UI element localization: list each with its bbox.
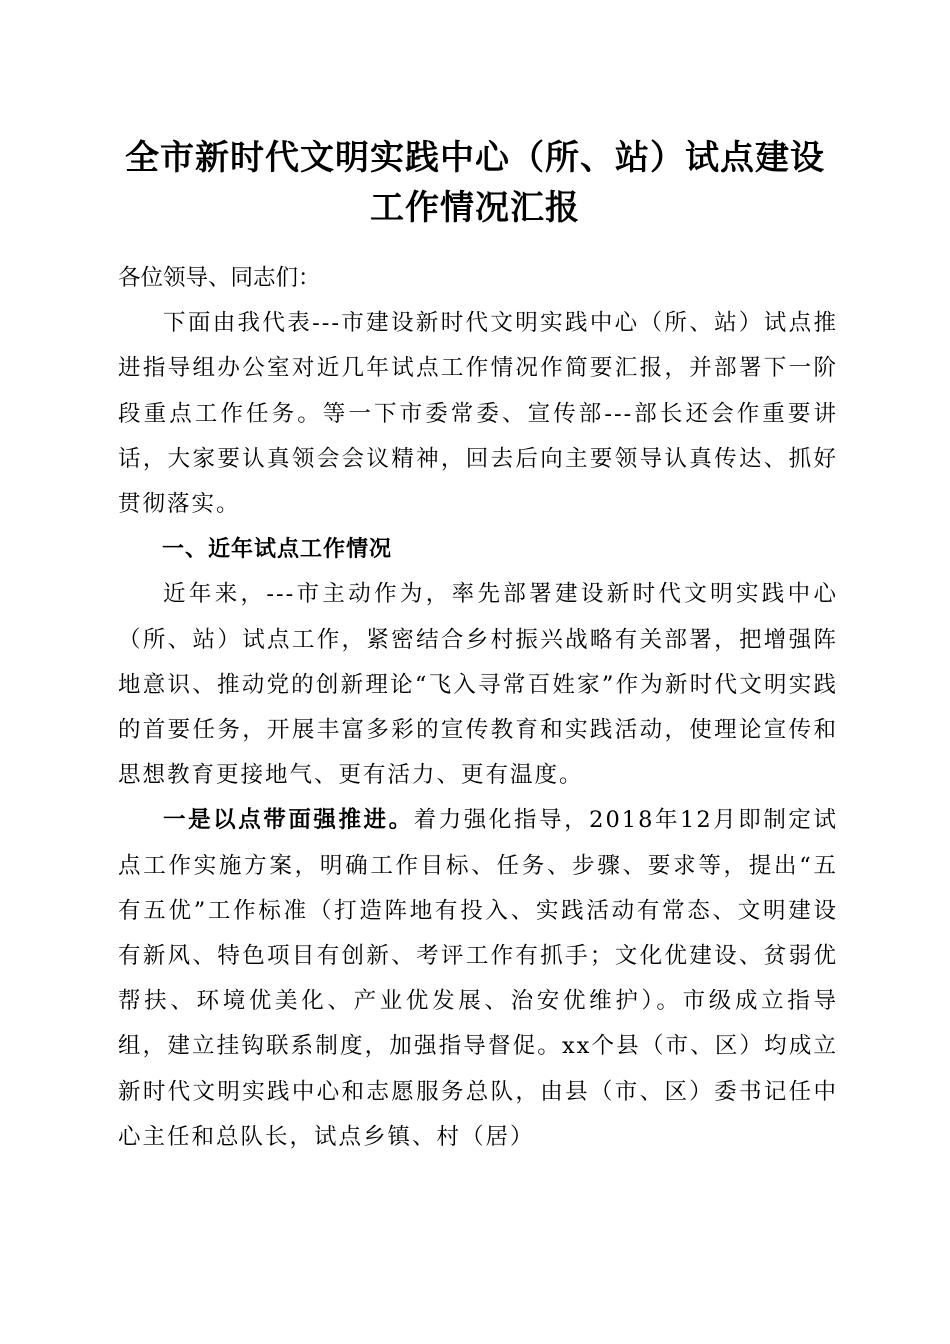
paragraph-point-1-body: 着力强化指导，2018年12月即制定试点工作实施方案，明确工作目标、任务、步骤、要求等，提出“五有五优”工作标准（打造阵地有投入、实践活动有常态、文明建设有新风、特色项目有创新、考评工作有抓手；文化优建设、贫弱优帮扶、环境优美化、产业优发展、治安优维护）。市级成立指导组，建立挂钩联系制度，加强指导督促。xx个县（市、区）均成立新时代文明实践中心和志愿服务总队，由县（市、区）委书记任中心主任和总队长，试点乡镇、村（居） <box>118 807 838 1150</box>
paragraph-point-1 <box>118 798 838 1160</box>
document-body <box>118 256 838 1160</box>
document-title-line-1: 全市新时代文明实践中心（所、站）试点建设 <box>125 138 825 178</box>
paragraph-intro: 下面由我代表---市建设新时代文明实践中心（所、站）试点推进指导组办公室对近几年试点工作情况作简要汇报，并部署下一阶段重点工作任务。等一下市委常委、宣传部---部长还会作重要讲话，大家要认真领会会议精神，回去后向主要领导认真传达、抓好贯彻落实。 <box>118 310 838 518</box>
paragraph-point-1-lead: 一是以点带面强推进。 <box>163 807 414 834</box>
greeting: 各位领导、同志们： <box>118 265 321 291</box>
paragraph-overview: 近年来，---市主动作为，率先部署建设新时代文明实践中心（所、站）试点工作，紧密结合乡村振兴战略有关部署，把增强阵地意识、推动党的创新理论“飞入寻常百姓家”作为新时代文明实践的首要任务，开展丰富多彩的宣传教育和实践活动，使理论宣传和思想教育更接地气、更有活力、更有温度。 <box>118 581 838 789</box>
section-heading-1: 一、近年试点工作情况 <box>162 537 393 563</box>
document-title-line-2: 工作情况汇报 <box>370 188 580 228</box>
